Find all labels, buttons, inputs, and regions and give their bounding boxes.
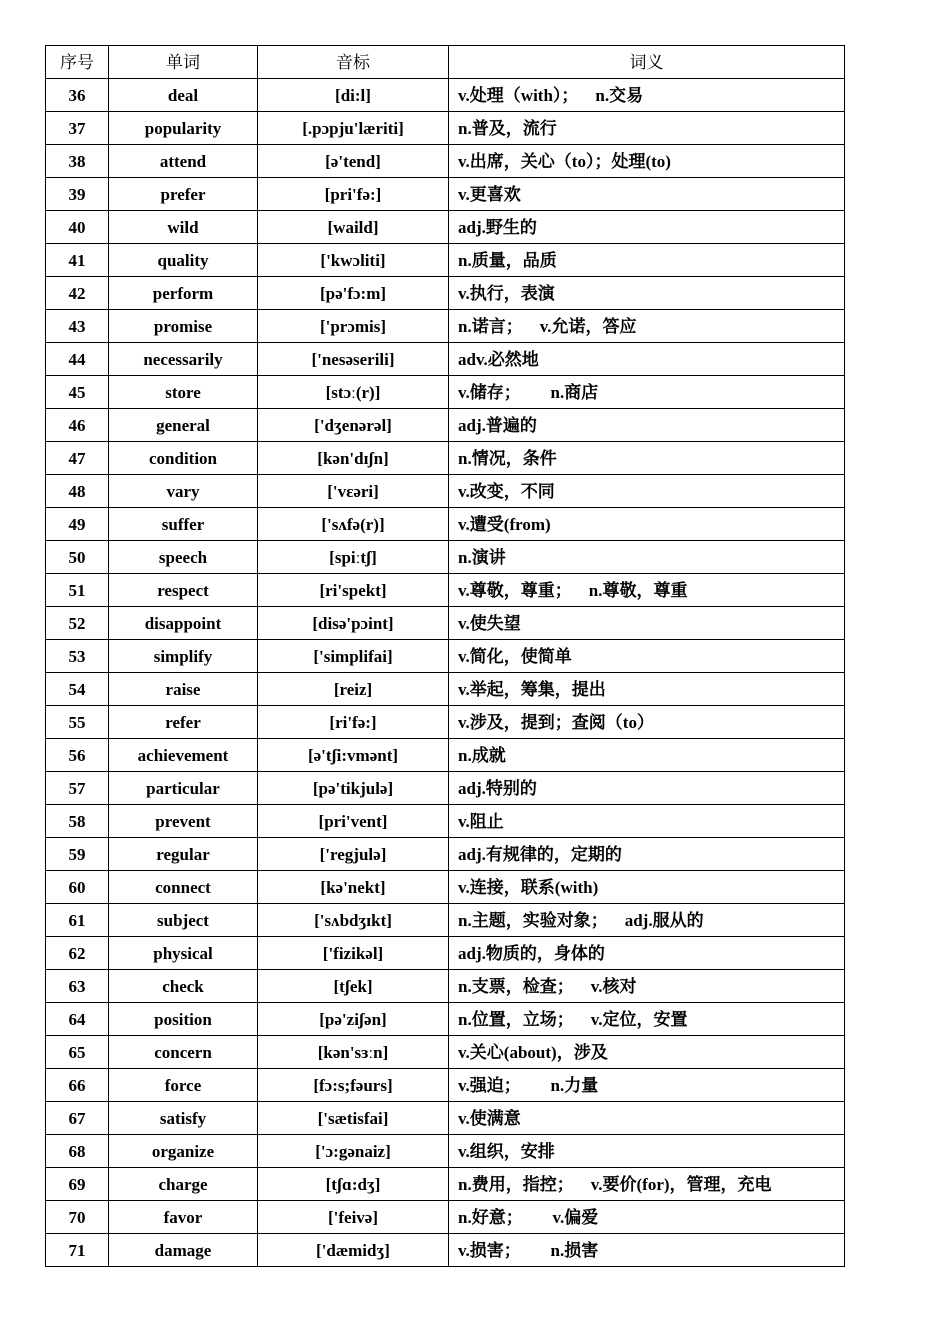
table-row xyxy=(46,343,845,376)
number-cell: 50 xyxy=(46,541,109,574)
table-row xyxy=(46,1003,845,1036)
word-cell: subject xyxy=(109,904,258,937)
meaning-cell: n.费用，指控； v.要价(for)，管理，充电 xyxy=(449,1168,845,1201)
table-row xyxy=(46,475,845,508)
number-cell: 52 xyxy=(46,607,109,640)
number-cell: 60 xyxy=(46,871,109,904)
number-cell: 43 xyxy=(46,310,109,343)
word-cell: achievement xyxy=(109,739,258,772)
word-cell: favor xyxy=(109,1201,258,1234)
phonetic-cell: [ə'tend] xyxy=(258,145,449,178)
meaning-cell: n.演讲 xyxy=(449,541,845,574)
number-cell: 48 xyxy=(46,475,109,508)
vocabulary-table xyxy=(45,45,845,1267)
meaning-cell: v.举起，筹集，提出 xyxy=(449,673,845,706)
word-cell: respect xyxy=(109,574,258,607)
table-row xyxy=(46,937,845,970)
header-row xyxy=(46,46,845,79)
number-cell: 40 xyxy=(46,211,109,244)
word-cell: connect xyxy=(109,871,258,904)
meaning-cell: v.关心(about)，涉及 xyxy=(449,1036,845,1069)
phonetic-cell: ['prɔmis] xyxy=(258,310,449,343)
word-cell: charge xyxy=(109,1168,258,1201)
phonetic-cell: [disə'pɔint] xyxy=(258,607,449,640)
table-row xyxy=(46,1168,845,1201)
phonetic-cell: [pə'tikjulə] xyxy=(258,772,449,805)
phonetic-cell: ['dʒenərəl] xyxy=(258,409,449,442)
table-row xyxy=(46,409,845,442)
meaning-cell: v.出席，关心（to）；处理(to) xyxy=(449,145,845,178)
word-cell: vary xyxy=(109,475,258,508)
phonetic-cell: ['sʌfə(r)] xyxy=(258,508,449,541)
table-body xyxy=(46,79,845,1267)
number-cell: 69 xyxy=(46,1168,109,1201)
meaning-cell: n.支票，检查； v.核对 xyxy=(449,970,845,1003)
meaning-cell: v.阻止 xyxy=(449,805,845,838)
phonetic-cell: [fɔ:s;fəurs] xyxy=(258,1069,449,1102)
word-cell: prefer xyxy=(109,178,258,211)
phonetic-cell: [ri'spekt] xyxy=(258,574,449,607)
word-cell: simplify xyxy=(109,640,258,673)
phonetic-cell: [tʃɑ:dʒ] xyxy=(258,1168,449,1201)
word-cell: damage xyxy=(109,1234,258,1267)
word-cell: deal xyxy=(109,79,258,112)
meaning-cell: v.使失望 xyxy=(449,607,845,640)
table-row xyxy=(46,739,845,772)
meaning-cell: adj.有规律的，定期的 xyxy=(449,838,845,871)
meaning-cell: v.损害； n.损害 xyxy=(449,1234,845,1267)
meaning-cell: n.好意； v.偏爱 xyxy=(449,1201,845,1234)
table-row xyxy=(46,970,845,1003)
meaning-cell: n.质量，品质 xyxy=(449,244,845,277)
table-row xyxy=(46,376,845,409)
meaning-cell: v.执行，表演 xyxy=(449,277,845,310)
table-row xyxy=(46,673,845,706)
table-row xyxy=(46,1069,845,1102)
number-cell: 67 xyxy=(46,1102,109,1135)
table-row xyxy=(46,1102,845,1135)
table-row xyxy=(46,1201,845,1234)
phonetic-cell: ['ɔ:gənaiz] xyxy=(258,1135,449,1168)
phonetic-cell: ['simplifai] xyxy=(258,640,449,673)
phonetic-cell: [pə'fɔ:m] xyxy=(258,277,449,310)
header-word: 单词 xyxy=(109,46,258,79)
phonetic-cell: [stɔː(r)] xyxy=(258,376,449,409)
word-cell: wild xyxy=(109,211,258,244)
table-row xyxy=(46,805,845,838)
table-row xyxy=(46,112,845,145)
meaning-cell: v.改变，不同 xyxy=(449,475,845,508)
word-cell: attend xyxy=(109,145,258,178)
word-cell: organize xyxy=(109,1135,258,1168)
table-row xyxy=(46,838,845,871)
number-cell: 59 xyxy=(46,838,109,871)
phonetic-cell: [kən'sɜːn] xyxy=(258,1036,449,1069)
word-cell: force xyxy=(109,1069,258,1102)
number-cell: 46 xyxy=(46,409,109,442)
meaning-cell: v.更喜欢 xyxy=(449,178,845,211)
word-cell: refer xyxy=(109,706,258,739)
header-meaning: 词义 xyxy=(449,46,845,79)
word-cell: necessarily xyxy=(109,343,258,376)
meaning-cell: n.诺言； v.允诺，答应 xyxy=(449,310,845,343)
number-cell: 38 xyxy=(46,145,109,178)
phonetic-cell: [waild] xyxy=(258,211,449,244)
number-cell: 44 xyxy=(46,343,109,376)
number-cell: 53 xyxy=(46,640,109,673)
table-row xyxy=(46,244,845,277)
table-row xyxy=(46,442,845,475)
table-row xyxy=(46,277,845,310)
header-phonetic: 音标 xyxy=(258,46,449,79)
meaning-cell: n.情况，条件 xyxy=(449,442,845,475)
meaning-cell: adj.普遍的 xyxy=(449,409,845,442)
phonetic-cell: ['sætisfai] xyxy=(258,1102,449,1135)
table-row xyxy=(46,640,845,673)
meaning-cell: adv.必然地 xyxy=(449,343,845,376)
number-cell: 54 xyxy=(46,673,109,706)
word-cell: satisfy xyxy=(109,1102,258,1135)
table-row xyxy=(46,706,845,739)
word-cell: regular xyxy=(109,838,258,871)
word-cell: disappoint xyxy=(109,607,258,640)
word-cell: speech xyxy=(109,541,258,574)
meaning-cell: v.使满意 xyxy=(449,1102,845,1135)
phonetic-cell: [spiːtʃ] xyxy=(258,541,449,574)
number-cell: 42 xyxy=(46,277,109,310)
phonetic-cell: ['kwɔliti] xyxy=(258,244,449,277)
number-cell: 61 xyxy=(46,904,109,937)
number-cell: 49 xyxy=(46,508,109,541)
meaning-cell: n.普及，流行 xyxy=(449,112,845,145)
number-cell: 47 xyxy=(46,442,109,475)
number-cell: 57 xyxy=(46,772,109,805)
table-row xyxy=(46,541,845,574)
word-cell: promise xyxy=(109,310,258,343)
phonetic-cell: ['sʌbdʒɪkt] xyxy=(258,904,449,937)
number-cell: 62 xyxy=(46,937,109,970)
meaning-cell: n.位置，立场； v.定位，安置 xyxy=(449,1003,845,1036)
table-row xyxy=(46,178,845,211)
phonetic-cell: [di:l] xyxy=(258,79,449,112)
word-cell: physical xyxy=(109,937,258,970)
number-cell: 56 xyxy=(46,739,109,772)
number-cell: 39 xyxy=(46,178,109,211)
phonetic-cell: [kən'dɪʃn] xyxy=(258,442,449,475)
phonetic-cell: ['regjulə] xyxy=(258,838,449,871)
table-row xyxy=(46,145,845,178)
meaning-cell: v.处理（with）； n.交易 xyxy=(449,79,845,112)
meaning-cell: v.尊敬，尊重； n.尊敬，尊重 xyxy=(449,574,845,607)
number-cell: 68 xyxy=(46,1135,109,1168)
word-cell: check xyxy=(109,970,258,1003)
word-cell: position xyxy=(109,1003,258,1036)
phonetic-cell: ['feivə] xyxy=(258,1201,449,1234)
phonetic-cell: [ri'fə:] xyxy=(258,706,449,739)
word-cell: perform xyxy=(109,277,258,310)
meaning-cell: v.储存； n.商店 xyxy=(449,376,845,409)
meaning-cell: n.主题，实验对象； adj.服从的 xyxy=(449,904,845,937)
table-row xyxy=(46,1135,845,1168)
table-row xyxy=(46,871,845,904)
meaning-cell: v.涉及，提到；查阅（to） xyxy=(449,706,845,739)
meaning-cell: n.成就 xyxy=(449,739,845,772)
meaning-cell: adj.特别的 xyxy=(449,772,845,805)
phonetic-cell: ['dæmidʒ] xyxy=(258,1234,449,1267)
word-cell: suffer xyxy=(109,508,258,541)
meaning-cell: adj.野生的 xyxy=(449,211,845,244)
number-cell: 65 xyxy=(46,1036,109,1069)
word-cell: concern xyxy=(109,1036,258,1069)
phonetic-cell: [.pɔpju'læriti] xyxy=(258,112,449,145)
number-cell: 55 xyxy=(46,706,109,739)
meaning-cell: v.简化，使简单 xyxy=(449,640,845,673)
number-cell: 37 xyxy=(46,112,109,145)
number-cell: 51 xyxy=(46,574,109,607)
phonetic-cell: ['fizikəl] xyxy=(258,937,449,970)
meaning-cell: v.连接，联系(with) xyxy=(449,871,845,904)
meaning-cell: adj.物质的，身体的 xyxy=(449,937,845,970)
number-cell: 63 xyxy=(46,970,109,1003)
phonetic-cell: [pə'ziʃən] xyxy=(258,1003,449,1036)
table-row xyxy=(46,904,845,937)
table-row xyxy=(46,1036,845,1069)
header-number: 序号 xyxy=(46,46,109,79)
number-cell: 36 xyxy=(46,79,109,112)
number-cell: 66 xyxy=(46,1069,109,1102)
table-row xyxy=(46,508,845,541)
word-cell: quality xyxy=(109,244,258,277)
phonetic-cell: ['vɛəri] xyxy=(258,475,449,508)
phonetic-cell: [tʃek] xyxy=(258,970,449,1003)
word-cell: store xyxy=(109,376,258,409)
phonetic-cell: [kə'nekt] xyxy=(258,871,449,904)
table-row xyxy=(46,772,845,805)
number-cell: 70 xyxy=(46,1201,109,1234)
number-cell: 71 xyxy=(46,1234,109,1267)
table-row xyxy=(46,310,845,343)
meaning-cell: v.组织，安排 xyxy=(449,1135,845,1168)
table-row xyxy=(46,574,845,607)
number-cell: 64 xyxy=(46,1003,109,1036)
word-cell: particular xyxy=(109,772,258,805)
word-cell: prevent xyxy=(109,805,258,838)
number-cell: 45 xyxy=(46,376,109,409)
meaning-cell: v.强迫； n.力量 xyxy=(449,1069,845,1102)
table-row xyxy=(46,1234,845,1267)
table-row xyxy=(46,607,845,640)
word-cell: general xyxy=(109,409,258,442)
table-row xyxy=(46,79,845,112)
number-cell: 41 xyxy=(46,244,109,277)
phonetic-cell: [pri'fə:] xyxy=(258,178,449,211)
word-cell: raise xyxy=(109,673,258,706)
phonetic-cell: [reiz] xyxy=(258,673,449,706)
word-cell: condition xyxy=(109,442,258,475)
phonetic-cell: ['nesəserili] xyxy=(258,343,449,376)
meaning-cell: v.遭受(from) xyxy=(449,508,845,541)
word-cell: popularity xyxy=(109,112,258,145)
phonetic-cell: [ə'tʃi:vmənt] xyxy=(258,739,449,772)
number-cell: 58 xyxy=(46,805,109,838)
phonetic-cell: [pri'vent] xyxy=(258,805,449,838)
table-row xyxy=(46,211,845,244)
